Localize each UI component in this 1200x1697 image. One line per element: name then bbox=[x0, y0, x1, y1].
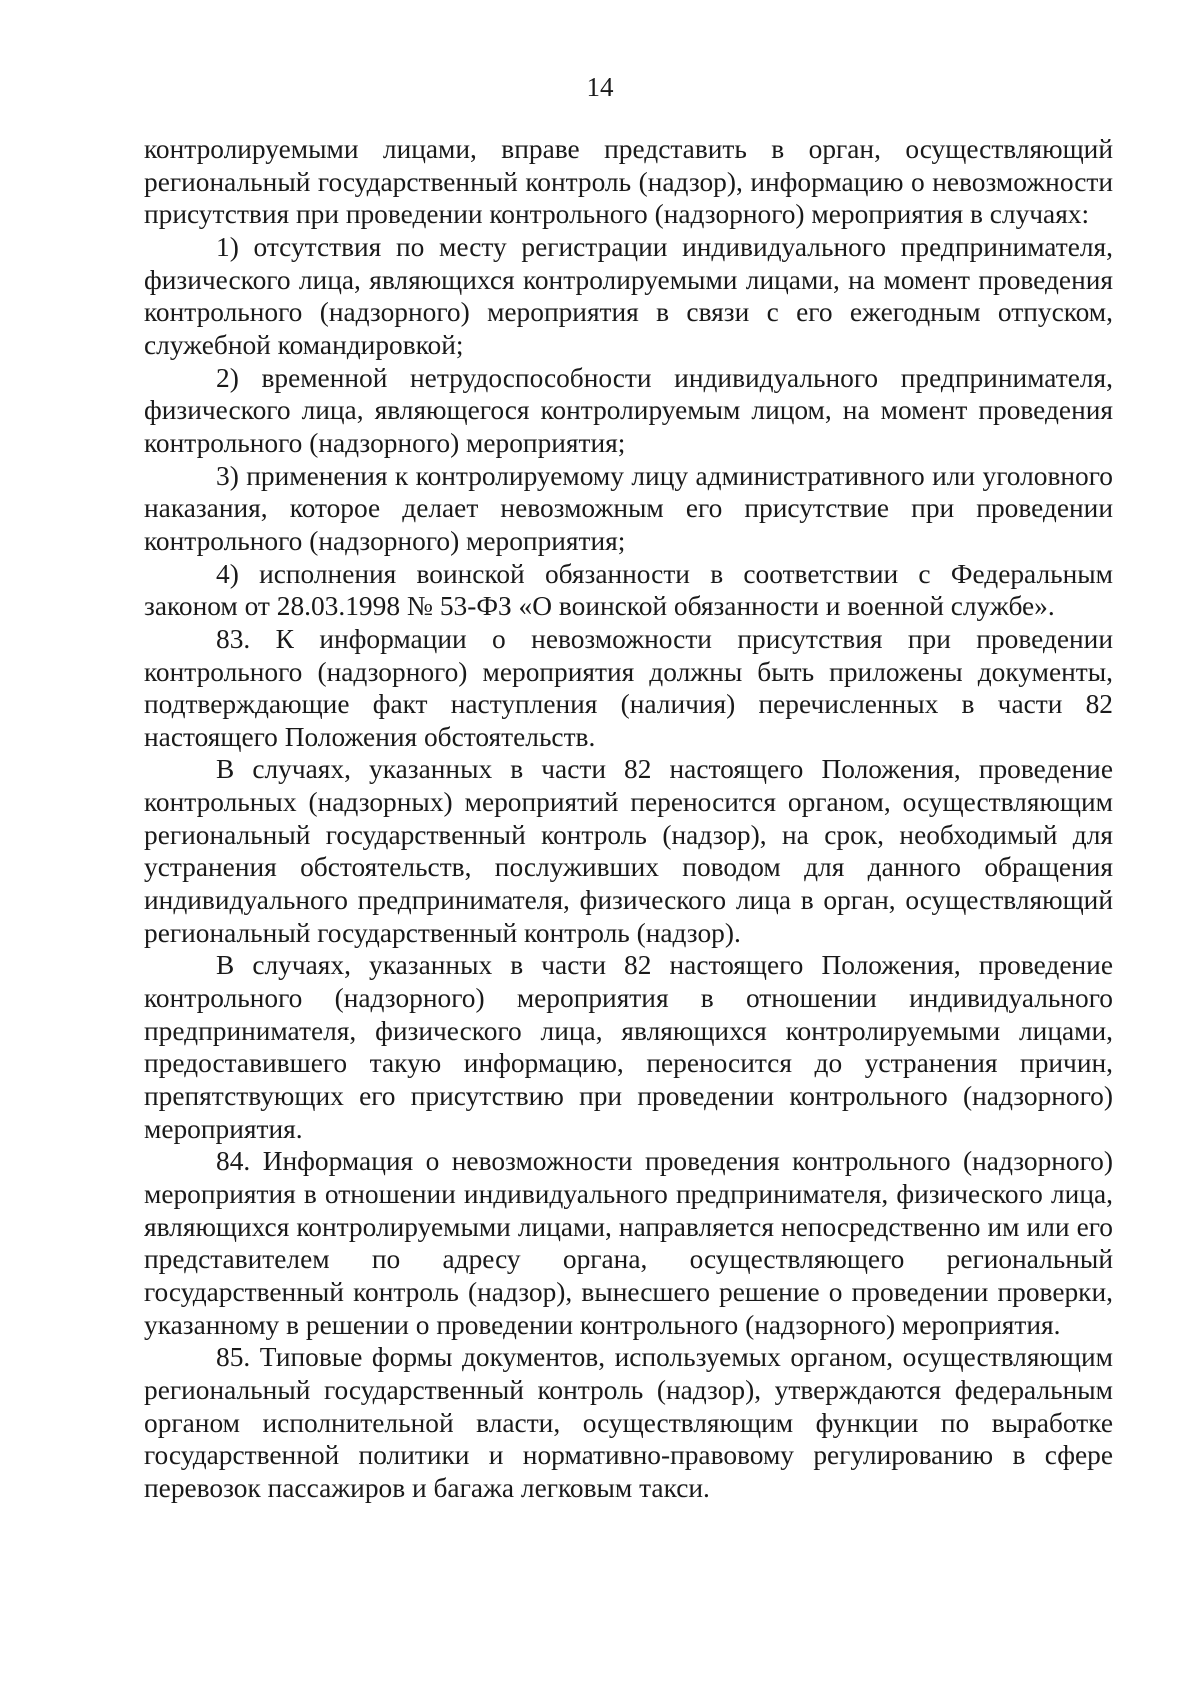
paragraph-83-postponement: В случаях, указанных в части 82 настоящего Положения, проведение контрольных (надзорных) мероприятий переносится органом, осуществляющим региональный государственный контроль (надзор), на срок, необходимый для устранения обстоятельств, послуживших поводом для данного обращения индивидуального предпринимателя, физического лица в орган, осуществляющий региональный государственный контроль (надзор). bbox=[144, 754, 1113, 948]
paragraph-item-4: 4) исполнения воинской обязанности в соответствии с Федеральным законом от 28.03.1998 № 53-ФЗ «О воинской обязанности и военной службе». bbox=[144, 558, 1113, 622]
document-body bbox=[144, 133, 1113, 1505]
paragraph-item-3: 3) применения к контролируемому лицу административного или уголовного наказания, которое делает невозможным его присутствие при проведении контрольного (надзорного) мероприятия; bbox=[144, 460, 1113, 556]
paragraph-item-1: 1) отсутствия по месту регистрации индивидуального предпринимателя, физического лица, являющихся контролируемыми лицами, на момент проведения контрольного (надзорного) мероприятия в связи с его ежегодным отпуском, служебной командировкой; bbox=[144, 231, 1113, 360]
paragraph-85: 85. Типовые формы документов, используемых органом, осуществляющим региональный государственный контроль (надзор), утверждаются федеральным органом исполнительной власти, осуществляющим функции по выработке государственной политики и нормативно-правовому регулированию в сфере перевозок пассажиров и багажа легковым такси. bbox=[144, 1342, 1113, 1503]
paragraph-item-2: 2) временной нетрудоспособности индивидуального предпринимателя, физического лица, являющегося контролируемым лицом, на момент проведения контрольного (надзорного) мероприятия; bbox=[144, 362, 1113, 458]
paragraph-continuation: контролируемыми лицами, вправе представить в орган, осуществляющий региональный государственный контроль (надзор), информацию о невозможности присутствия при проведении контрольного (надзорного) мероприятия в случаях: bbox=[144, 134, 1113, 230]
paragraph-83-transfer: В случаях, указанных в части 82 настоящего Положения, проведение контрольного (надзорного) мероприятия в отношении индивидуального предпринимателя, физического лица, являющихся контролируемыми лицами, предоставившего такую информацию, переносится до устранения причин, препятствующих его присутствию при проведении контрольного (надзорного) мероприятия. bbox=[144, 950, 1113, 1144]
paragraph-83: 83. К информации о невозможности присутствия при проведении контрольного (надзорного) мероприятия должны быть приложены документы, подтверждающие факт наступления (наличия) перечисленных в части 82 настоящего Положения обстоятельств. bbox=[144, 623, 1113, 752]
paragraph-84: 84. Информация о невозможности проведения контрольного (надзорного) мероприятия в отношении индивидуального предпринимателя, физического лица, являющихся контролируемыми лицами, направляется непосредственно им или его представителем по адресу органа, осуществляющего региональный государственный контроль (надзор), вынесшего решение о проведении проверки, указанному в решении о проведении контрольного (надзорного) мероприятия. bbox=[144, 1146, 1113, 1340]
page-number: 14 bbox=[586, 72, 614, 102]
